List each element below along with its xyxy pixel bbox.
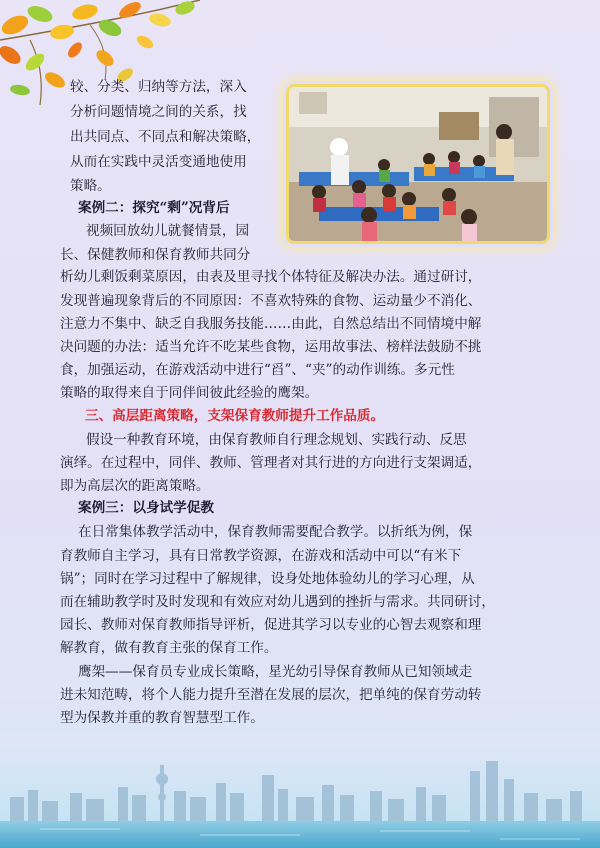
case3-line: 而在辅助教学时及时发现和有效应对幼儿遇到的挫折与需求。共同研讨， <box>60 594 495 610</box>
conclusion-line: 型为保教并重的教育智慧型工作。 <box>60 710 264 726</box>
city-skyline-decoration <box>0 735 600 848</box>
case3-line: 在日常集体教学活动中，保育教师需要配合教学。以折纸为例，保 <box>78 524 473 540</box>
section3-line: 即为高层次的距离策略。 <box>60 478 210 494</box>
intro-line: 分析问题情境之间的关系，找 <box>70 104 247 120</box>
section3-line: 假设一种教育环境，由保育教师自行理念规划、实践行动、反思 <box>86 432 467 448</box>
case3-line: 育教师自主学习，具有日常教学资源，在游戏和活动中可以“有米下 <box>60 548 462 564</box>
case2-line: 视频回放幼儿就餐情景，园 <box>86 223 250 239</box>
case3-line: 解教育，做有教育主张的保育工作。 <box>60 640 278 656</box>
case2-line: 发现普遍现象背后的不同原因：不喜欢特殊的食物、运动量少不消化、 <box>60 293 482 309</box>
conclusion-line: 鹰架——保育员专业成长策略，星光幼引导保育教师从已知领域走 <box>78 664 473 680</box>
section3-line: 演绎。在过程中，同伴、教师、管理者对其行进的方向进行支架调适， <box>60 455 482 471</box>
intro-line: 出共同点、不同点和解决策略， <box>70 129 261 145</box>
case2-line: 注意力不集中、缺乏自我服务技能……由此，自然总结出不同情境中解 <box>60 316 482 332</box>
intro-line: 策略。 <box>70 178 111 194</box>
case2-line: 食，加强运动，在游戏活动中进行“舀”、“夹”的动作训练。多元性 <box>60 362 455 378</box>
intro-line: 从而在实践中灵活变通地使用 <box>70 154 247 170</box>
case3-line: 园长、教师对保育教师指导评析，促进其学习以专业的心智去观察和理 <box>60 617 482 633</box>
case2-line: 析幼儿剩饭剩菜原因，由表及里寻找个体特征及解决办法。通过研讨， <box>60 269 482 285</box>
case2-line: 长、保健教师和保育教师共同分 <box>60 247 251 263</box>
case3-title: 案例三：以身试学促教 <box>78 500 214 516</box>
section3-title: 三、高层距离策略，支架保育教师提升工作品质。 <box>85 408 385 424</box>
conclusion-line: 进未知范畴，将个人能力提升至潜在发展的层次，把单纯的保育劳动转 <box>60 687 482 703</box>
case3-line: 锅”；同时在学习过程中了解规律，设身处地体验幼儿的学习心理，从 <box>60 571 475 587</box>
case2-line: 决问题的办法：适当允许不吃某些食物，运用故事法、榜样法鼓励不挑 <box>60 339 482 355</box>
case2-line: 策略的取得来自于同伴间彼此经验的鹰架。 <box>60 385 319 401</box>
intro-line: 较、分类、归纳等方法，深入 <box>70 79 247 95</box>
case2-title: 案例二：探究“剩”况背后 <box>78 200 230 216</box>
